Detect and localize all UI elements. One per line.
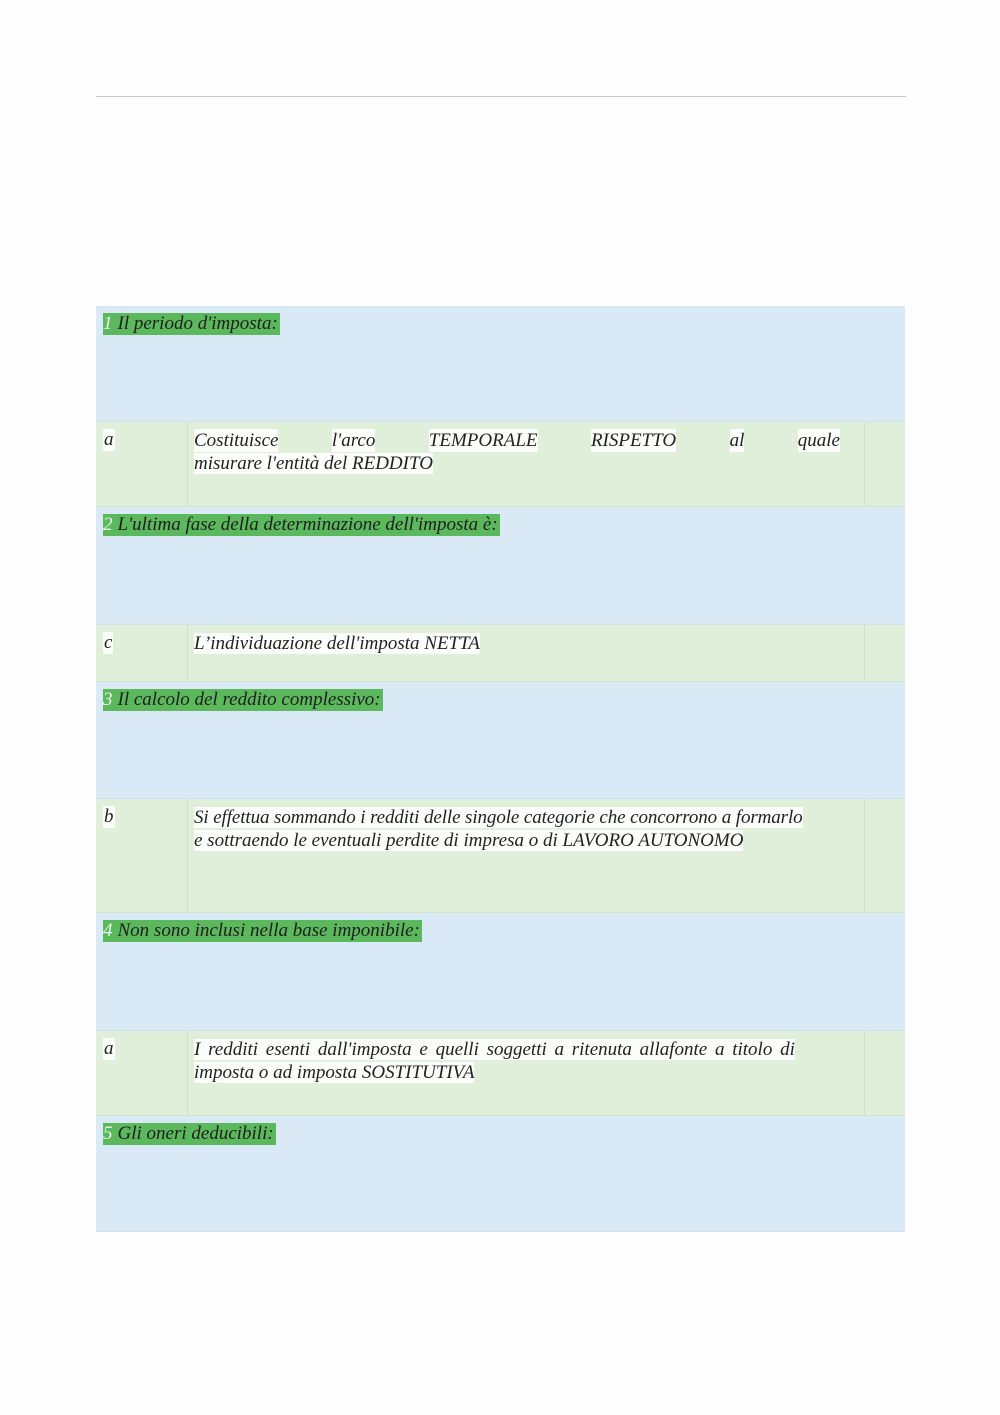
answer-row xyxy=(96,799,905,913)
question-heading xyxy=(103,920,422,942)
answer-line-1: Si effettua sommando i redditi delle singole categorie che concorrono a formarlo xyxy=(194,807,803,828)
header-divider xyxy=(96,96,906,97)
answer-word: al xyxy=(729,430,745,451)
answer-row xyxy=(96,1031,905,1116)
answer-text: L’individuazione dell'imposta NETTA xyxy=(194,633,480,654)
question-row xyxy=(96,682,905,799)
answer-letter-cell xyxy=(96,625,188,681)
question-text: Il calcolo del reddito complessivo: xyxy=(117,689,381,710)
answer-text-cell xyxy=(188,1031,865,1115)
answer-text xyxy=(194,806,858,852)
answer-word: quale xyxy=(797,430,840,451)
answer-word: TEMPORALE xyxy=(428,430,538,451)
question-row xyxy=(96,913,905,1031)
question-row xyxy=(96,306,905,422)
answer-letter-cell xyxy=(96,422,188,506)
question-text: L'ultima fase della determinazione dell'imposta è: xyxy=(117,514,498,535)
answer-letter: a xyxy=(104,1038,114,1059)
question-row xyxy=(96,507,905,625)
answer-line-2: misurare l'entità del REDDITO xyxy=(194,453,433,474)
answer-text xyxy=(194,429,858,475)
question-number: 5 xyxy=(103,1123,113,1144)
answer-letter-cell xyxy=(96,1031,188,1115)
question-number: 3 xyxy=(103,689,113,710)
answer-text xyxy=(194,1038,858,1084)
question-row xyxy=(96,1116,905,1232)
answer-word: RISPETTO xyxy=(590,430,677,451)
answer-line-1: I redditi esenti dall'imposta e quelli soggetti a ritenuta allafonte a titolo di xyxy=(194,1039,795,1060)
question-number: 1 xyxy=(103,313,113,334)
question-text: Gli oneri deducibili: xyxy=(117,1123,274,1144)
answer-letter: a xyxy=(104,429,114,450)
answer-row xyxy=(96,625,905,682)
answer-letter: c xyxy=(104,632,113,653)
answer-word: Costituisce xyxy=(194,430,279,451)
quiz-table xyxy=(96,306,905,1232)
question-text: Il periodo d'imposta: xyxy=(117,313,278,334)
answer-letter-cell xyxy=(96,799,188,912)
answer-text-cell xyxy=(188,422,865,506)
answer-text-cell xyxy=(188,799,865,912)
question-heading xyxy=(103,313,280,335)
question-text: Non sono inclusi nella base imponibile: xyxy=(117,920,420,941)
question-heading xyxy=(103,514,500,536)
question-number: 2 xyxy=(103,514,113,535)
question-heading xyxy=(103,1123,276,1145)
question-number: 4 xyxy=(103,920,113,941)
answer-text-cell xyxy=(188,625,865,681)
answer-line-2: imposta o ad imposta SOSTITUTIVA xyxy=(194,1062,475,1083)
answer-line-2: e sottraendo le eventuali perdite di impresa o di LAVORO AUTONOMO xyxy=(194,830,744,851)
question-heading xyxy=(103,689,383,711)
answer-row xyxy=(96,422,905,507)
answer-word: l'arco xyxy=(331,430,376,451)
answer-letter: b xyxy=(104,806,114,827)
answer-line-1 xyxy=(194,429,840,452)
